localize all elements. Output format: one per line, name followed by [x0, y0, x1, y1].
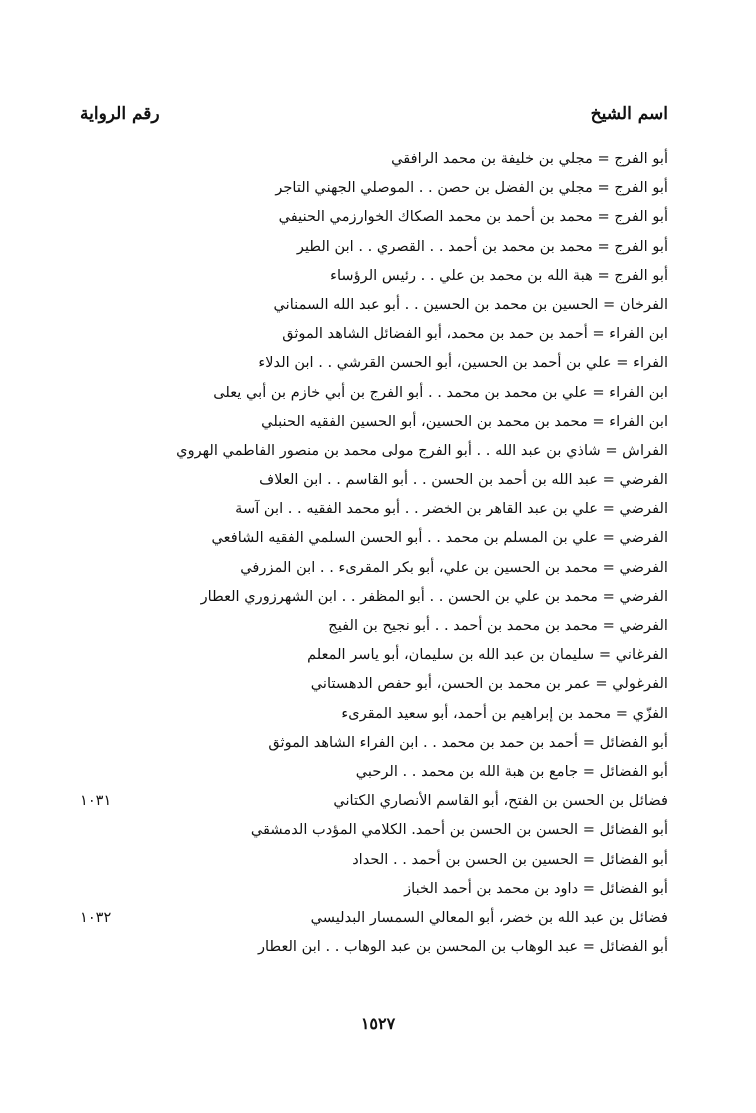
entry-text: الفرخان = الحسين بن محمد بن الحسين . . أبو عبد الله السمناني [273, 295, 668, 313]
narration-number: ١٠٣٢ [80, 908, 112, 926]
list-item [80, 173, 668, 202]
list-item [80, 378, 668, 407]
entry-text: الفرغولي = عمر بن محمد بن الحسن، أبو حفص الدهستاني [310, 675, 668, 693]
entry-text: أبو الفرج = مجلي بن خليفة بن محمد الرافقي [391, 150, 668, 167]
entry-text: أبو الفرج = مجلي بن الفضل بن حصن . . الموصلي الجهني التاجر [275, 179, 668, 197]
entry-text: الفرضي = محمد بن علي بن الحسن . . أبو المظفر . . ابن الشهرزوري العطار [200, 587, 668, 605]
list-item [80, 232, 668, 261]
entries-list [80, 144, 668, 961]
entry-text: ابن الفراء = علي بن محمد بن محمد . . أبو الفرج بن أبي خازم بن أبي يعلى [213, 383, 668, 401]
entry-text: الفرضي = محمد بن محمد بن أحمد . . أبو نجيح بن الفيج [328, 617, 668, 634]
list-item [80, 932, 668, 961]
list-item [80, 757, 668, 786]
entry-text: أبو الفرج = محمد بن محمد بن أحمد . . القصري . . ابن الطير [296, 237, 668, 255]
narration-number: ١٠٣١ [80, 792, 112, 810]
entry-text: أبو الفضائل = عبد الوهاب بن المحسن بن عبد الوهاب . . ابن العطار [257, 938, 668, 956]
entry-text: الفراش = شاذي بن عبد الله . . أبو الفرج مولى محمد بن منصور الفاطمي الهروي [176, 441, 668, 459]
list-item [80, 874, 668, 903]
entry-text: الفرضي = عبد الله بن أحمد بن الحسن . . أبو القاسم . . ابن العلاف [259, 471, 668, 489]
list-item [80, 261, 668, 290]
entry-text: أبو الفضائل = الحسن بن الحسن بن أحمد. الكلامي المؤدب الدمشقي [250, 821, 668, 839]
entry-text: ابن الفراء = محمد بن محمد بن الحسين، أبو الحسين الفقيه الحنبلي [261, 412, 668, 430]
list-item [80, 494, 668, 523]
list-item [80, 319, 668, 348]
list-item [80, 903, 668, 932]
entry-text: الفرضي = علي بن عبد القاهر بن الخضر . . أبو محمد الفقيه . . ابن آسة [235, 500, 668, 518]
list-item [80, 728, 668, 757]
list-item [80, 669, 668, 698]
list-item [80, 699, 668, 728]
entry-text: الفزّي = محمد بن إبراهيم بن أحمد، أبو سعيد المقرىء [341, 704, 668, 722]
entry-text: أبو الفضائل = داود بن محمد بن أحمد الخباز [404, 879, 668, 897]
list-item [80, 640, 668, 669]
list-item [80, 582, 668, 611]
entry-text: أبو الفرج = هبة الله بن محمد بن علي . . رئيس الرؤساء [330, 266, 668, 284]
page-number: ١٥٢٧ [360, 1014, 396, 1033]
list-item [80, 553, 668, 582]
entry-text: الفرضي = محمد بن الحسين بن علي، أبو بكر المقرىء . . ابن المزرفي [240, 558, 668, 576]
entry-text: فضائل بن الحسن بن الفتح، أبو القاسم الأنصاري الكتاني [333, 792, 668, 810]
entry-text: أبو الفضائل = أحمد بن حمد بن محمد . . ابن الفراء الشاهد الموثق [268, 733, 668, 751]
list-item [80, 144, 668, 173]
entry-text: الفراء = علي بن أحمد بن الحسين، أبو الحسن القرشي . . ابن الدلاء [258, 354, 668, 372]
entry-text: أبو الفضائل = الحسين بن الحسن بن أحمد . . الحداد [352, 850, 668, 868]
list-item [80, 845, 668, 874]
list-item [80, 611, 668, 640]
list-item [80, 786, 668, 815]
entry-text: الفرغاني = سليمان بن عبد الله بن سليمان، أبو ياسر المعلم [307, 646, 668, 664]
list-item [80, 407, 668, 436]
list-item [80, 815, 668, 844]
entry-text: أبو الفضائل = جامع بن هبة الله بن محمد . . الرحبي [355, 762, 668, 780]
list-item [80, 465, 668, 494]
list-item [80, 202, 668, 231]
entry-text: فضائل بن عبد الله بن خضر، أبو المعالي السمسار البدليسي [310, 908, 668, 926]
entry-text: الفرضي = علي بن المسلم بن محمد . . أبو الحسن السلمي الفقيه الشافعي [211, 529, 668, 547]
entry-text: ابن الفراء = أحمد بن حمد بن محمد، أبو الفضائل الشاهد الموثق [282, 325, 668, 343]
list-item [80, 523, 668, 552]
column-header [80, 104, 668, 134]
list-item [80, 436, 668, 465]
list-item [80, 290, 668, 319]
sheikh-name-heading: اسم الشيخ [590, 104, 668, 124]
list-item [80, 348, 668, 377]
entry-text: أبو الفرج = محمد بن أحمد بن محمد الصكاك الخوارزمي الحنيفي [278, 208, 668, 226]
narration-number-heading: رقم الرواية [80, 104, 160, 124]
